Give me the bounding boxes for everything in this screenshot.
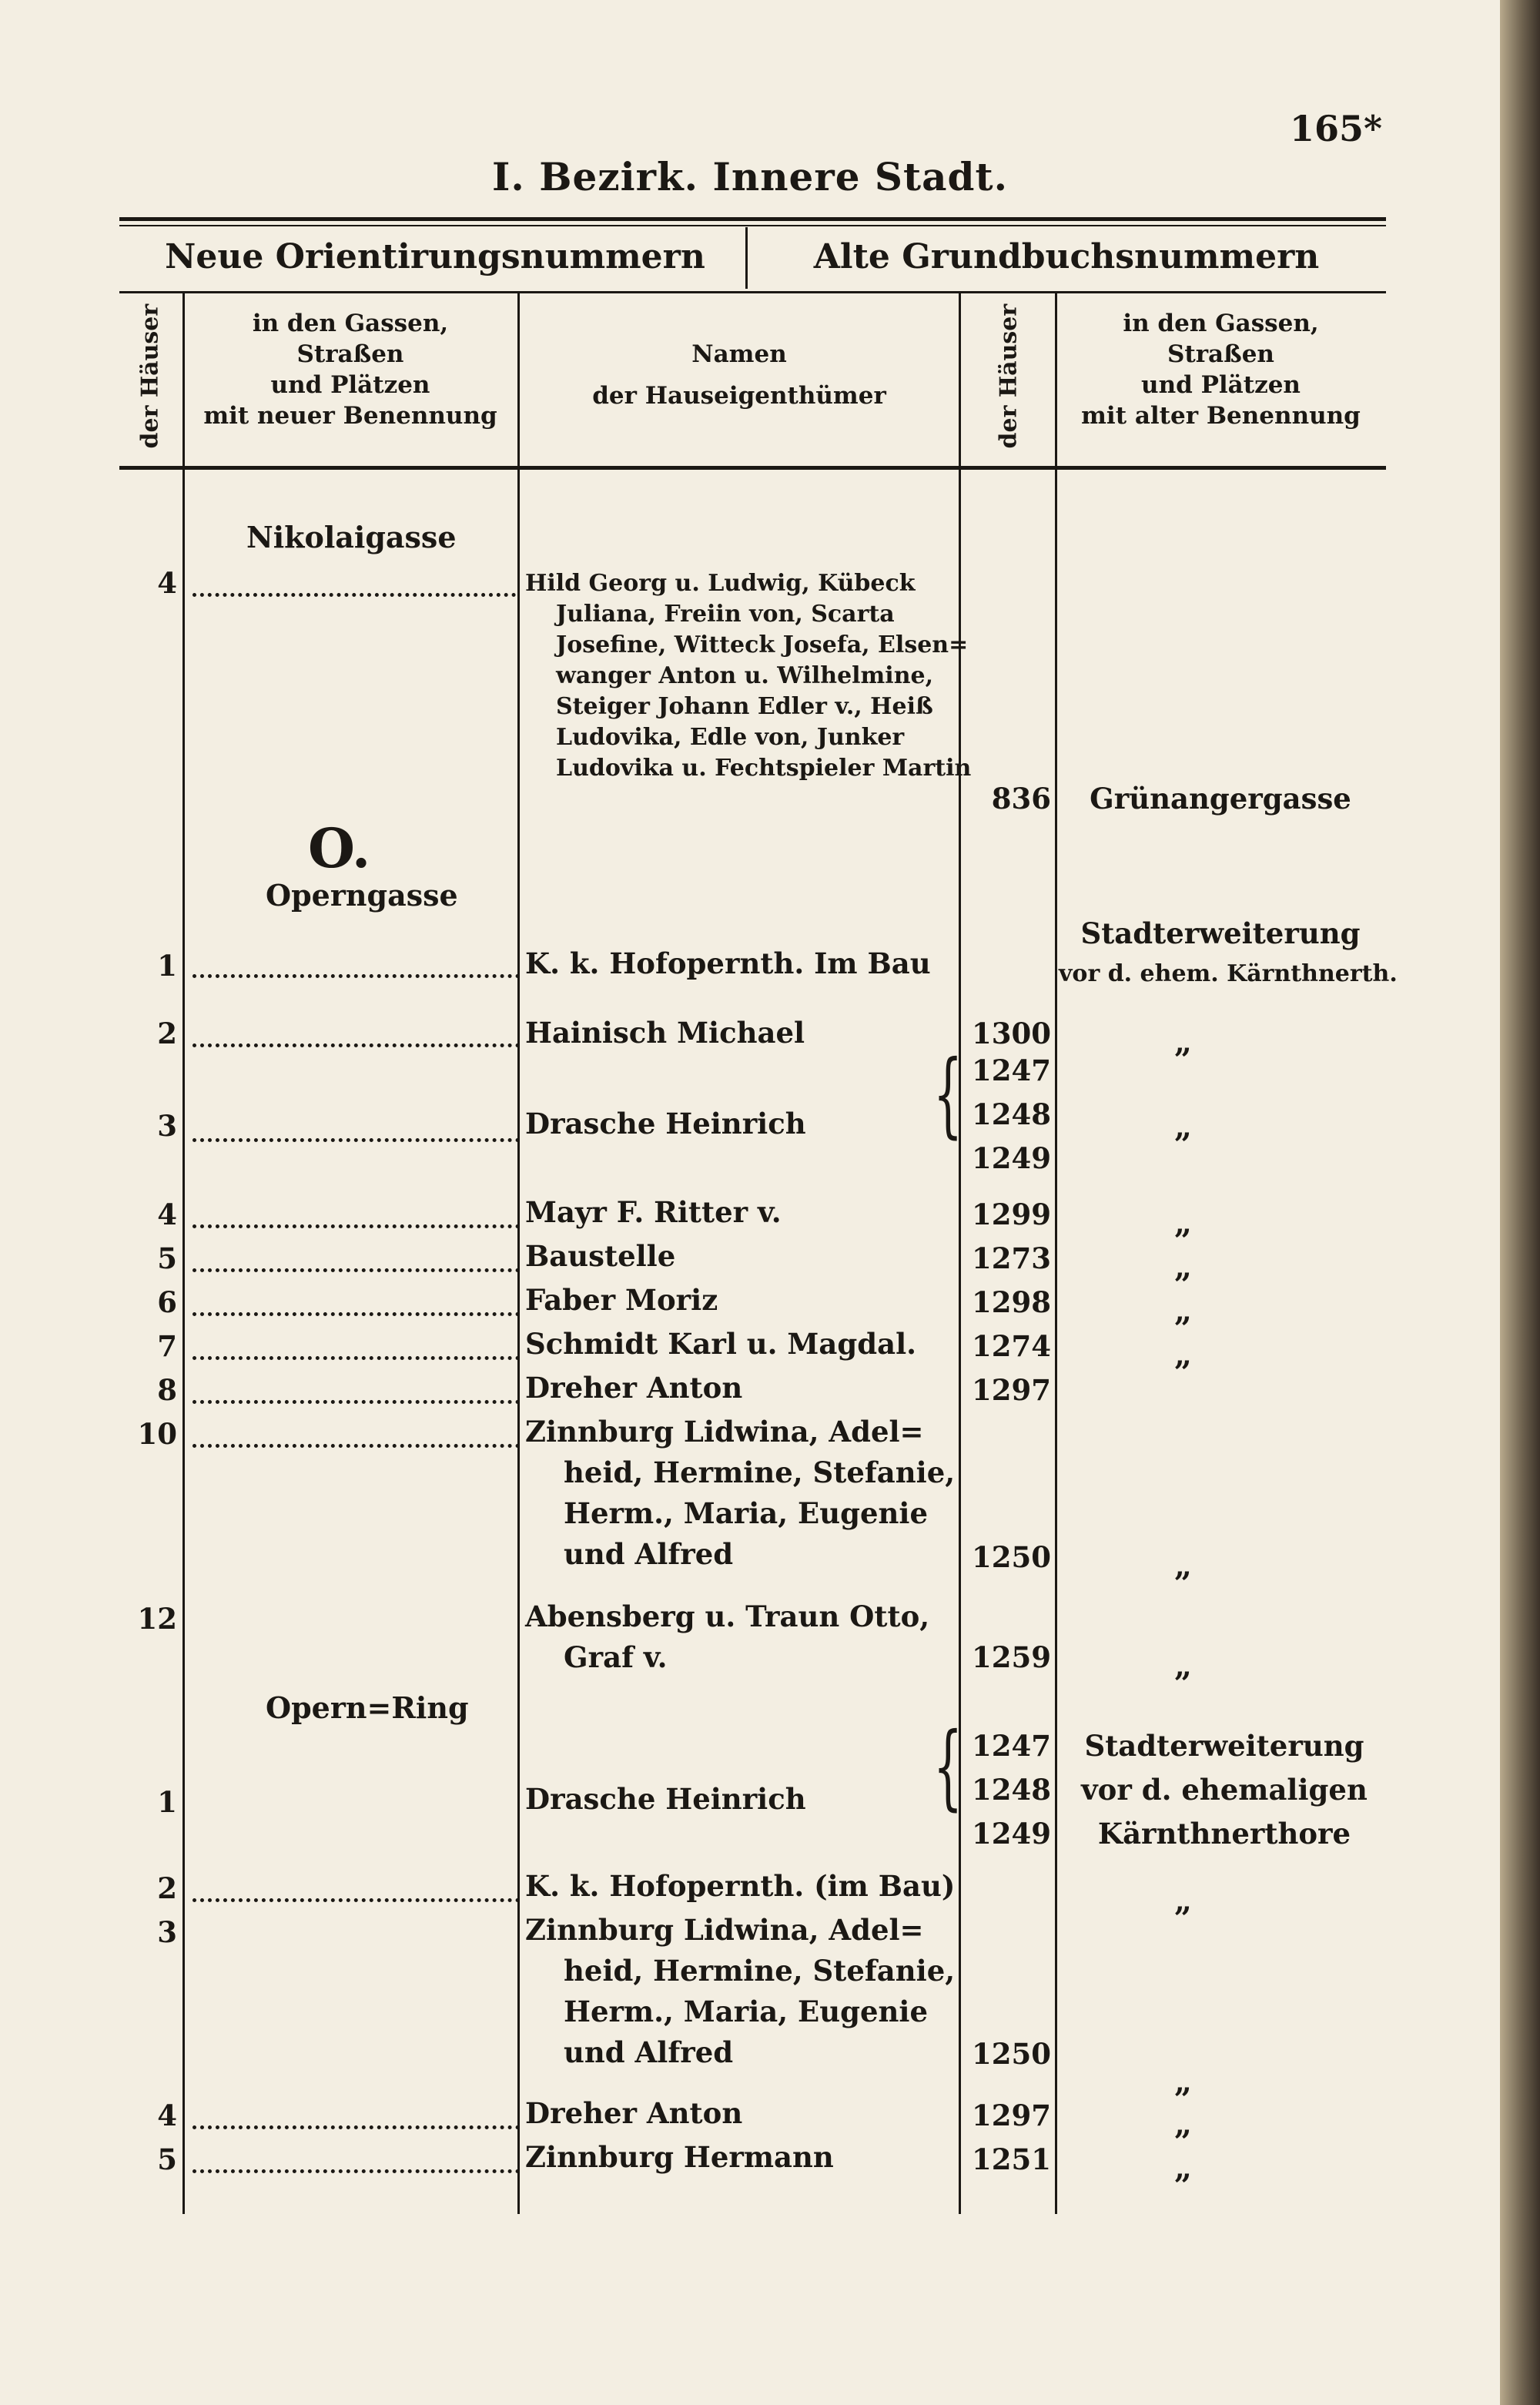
old-house-no: 1298: [972, 1285, 1051, 1319]
street-nikolaigasse: Nikolaigasse: [246, 520, 457, 554]
house-no: 2: [157, 1017, 177, 1050]
house-no: 5: [157, 1241, 177, 1275]
leader-dots: [192, 1312, 520, 1316]
house-no: 3: [157, 1109, 177, 1143]
house-no: 3: [157, 1915, 177, 1949]
ditto-mark: „: [1174, 2150, 1193, 2186]
old-street: vor d. ehemaligen: [1081, 1773, 1368, 1807]
old-house-no: 1300: [972, 1017, 1051, 1050]
house-no: 4: [157, 566, 177, 600]
ditto-mark: „: [1174, 1883, 1193, 1919]
leader-dots: [192, 593, 516, 597]
leader-dots: [192, 1898, 520, 1902]
leader-dots: [192, 974, 520, 978]
old-house-no: 836: [991, 782, 1051, 816]
leader-dots: [192, 1043, 520, 1047]
house-no: 1: [157, 949, 177, 983]
leader-dots: [192, 1224, 520, 1228]
street-operngasse: Operngasse: [266, 878, 458, 913]
house-no: 4: [157, 2099, 177, 2132]
old-house-no: 1251: [972, 2142, 1051, 2176]
old-house-no: 1249: [972, 1817, 1051, 1851]
owner-entry: Zinnburg Hermann: [525, 2140, 834, 2174]
old-house-no: 1249: [972, 1141, 1051, 1175]
owner-entry: Zinnburg Lidwina, Adel= heid, Hermine, Stefanie, Herm., Maria, Eugenie und Alfred: [525, 1913, 956, 2069]
col-line-3: [959, 293, 961, 467]
col-streets-old: in den Gassen, Straßen und Plätzen mit alter Benennung: [1081, 310, 1361, 430]
owner-entry: K. k. Hofopernth. Im Bau: [525, 946, 931, 980]
page-title: I. Bezirk. Innere Stadt.: [492, 154, 1008, 199]
owner-entry: Hainisch Michael: [525, 1016, 805, 1050]
ditto-mark: „: [1174, 1293, 1193, 1329]
house-no: 7: [157, 1329, 177, 1363]
col-owners: Namen der Hauseigenthümer: [592, 340, 886, 410]
old-house-no: 1274: [972, 1329, 1051, 1363]
brace: {: [933, 1041, 963, 1148]
top-rule-thin: [119, 225, 1386, 226]
house-no: 10: [137, 1417, 177, 1451]
ditto-mark: „: [1174, 1648, 1193, 1684]
ditto-mark: „: [1174, 1249, 1193, 1285]
owner-entry: K. k. Hofopernth. (im Bau): [525, 1869, 956, 1903]
col-streets-new: in den Gassen, Straßen und Plätzen mit neuer Benennung: [203, 310, 497, 430]
leader-dots: [192, 2125, 520, 2129]
leader-dots: [192, 1268, 520, 1272]
section-old-numbers: Alte Grundbuchsnummern: [813, 237, 1320, 276]
section-rule: [119, 291, 1386, 293]
ditto-mark: „: [1174, 1024, 1193, 1060]
section-letter-o: O.: [308, 816, 371, 880]
section-new-numbers: Neue Orientirungsnummern: [165, 237, 705, 276]
owner-entry: Drasche Heinrich: [525, 1782, 806, 1816]
col-houses-old: der Häuser: [995, 303, 1023, 449]
owner-entry: Faber Moriz: [525, 1283, 718, 1317]
ditto-mark: „: [1174, 1337, 1193, 1373]
old-house-no: 1299: [972, 1197, 1051, 1231]
house-no: 4: [157, 1197, 177, 1231]
owner-entry: Baustelle: [525, 1239, 676, 1273]
old-house-no: 1250: [972, 2037, 1051, 2071]
book-spine: [1500, 0, 1540, 2405]
header-rule: [119, 466, 1386, 470]
owner-entry: Drasche Heinrich: [525, 1107, 806, 1141]
house-no: 1: [157, 1785, 177, 1819]
old-house-no: 1248: [972, 1097, 1051, 1131]
old-house-no: 1247: [972, 1053, 1051, 1087]
old-street: Stadterweiterung: [1080, 916, 1361, 950]
house-no: 12: [137, 1602, 177, 1636]
owner-entry: Abensberg u. Traun Otto, Graf v.: [525, 1599, 930, 1674]
leader-dots: [192, 2169, 520, 2173]
ditto-mark: „: [1174, 1205, 1193, 1241]
body-line-4: [1055, 470, 1057, 2214]
owner-entry: Mayr F. Ritter v.: [525, 1195, 782, 1229]
leader-dots: [192, 1138, 520, 1142]
old-street: Grünangergasse: [1090, 782, 1351, 816]
leader-dots: [192, 1444, 520, 1448]
old-house-no: 1250: [972, 1540, 1051, 1574]
col-houses-new: der Häuser: [136, 303, 164, 449]
page-number: 165*: [1290, 108, 1383, 149]
ditto-mark: „: [1174, 2064, 1193, 2100]
ditto-mark: „: [1174, 1109, 1193, 1145]
house-no: 6: [157, 1285, 177, 1319]
house-no: 2: [157, 1871, 177, 1905]
leader-dots: [192, 1400, 520, 1404]
ditto-mark: „: [1174, 1548, 1193, 1584]
brace: {: [933, 1713, 963, 1820]
owner-entry: Dreher Anton: [525, 1371, 743, 1405]
top-rule: [119, 217, 1386, 221]
owner-entry: Schmidt Karl u. Magdal.: [525, 1327, 917, 1361]
old-house-no: 1247: [972, 1729, 1051, 1763]
body-line-2: [517, 470, 520, 2214]
old-house-no: 1297: [972, 2099, 1051, 2132]
owner-entry: Dreher Anton: [525, 2096, 743, 2130]
house-no: 5: [157, 2142, 177, 2176]
old-street: Kärnthnerthore: [1097, 1817, 1351, 1851]
owner-entry: Zinnburg Lidwina, Adel= heid, Hermine, Stefanie, Herm., Maria, Eugenie und Alfred: [525, 1415, 956, 1571]
house-no: 8: [157, 1373, 177, 1407]
ditto-mark: „: [1174, 2106, 1193, 2142]
leader-dots: [192, 1356, 520, 1360]
street-opernring: Opern=Ring: [266, 1690, 469, 1725]
old-house-no: 1248: [972, 1773, 1051, 1807]
old-street: Stadterweiterung: [1084, 1729, 1364, 1763]
old-street-note: vor d. ehem. Kärnthnerth.: [1059, 960, 1398, 987]
owner-entry: Hild Georg u. Ludwig, Kübeck Juliana, Freiin von, Scarta Josefine, Witteck Josefa, Elsen= wanger Anton u. Wilhelmine, Steiger Johann Edler v., Heiß Ludovika, Edle von, Junker Ludovika u. Fechtspieler Martin: [525, 570, 972, 782]
body-line-1: [182, 470, 185, 2214]
section-divider: [745, 227, 748, 289]
old-house-no: 1259: [972, 1640, 1051, 1674]
old-house-no: 1297: [972, 1373, 1051, 1407]
old-house-no: 1273: [972, 1241, 1051, 1275]
